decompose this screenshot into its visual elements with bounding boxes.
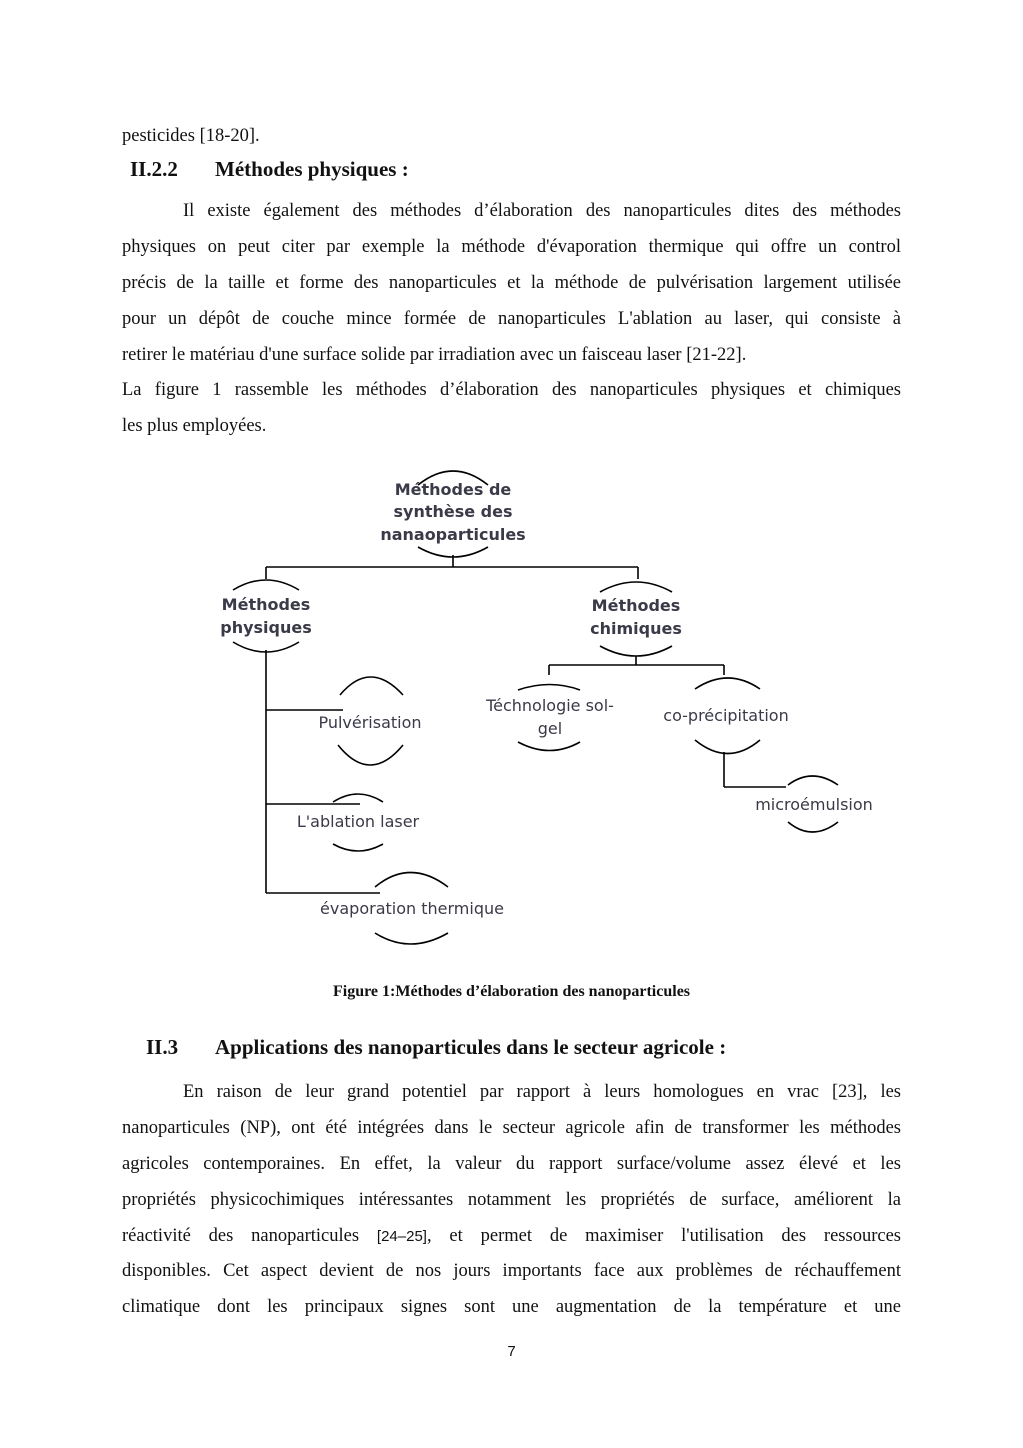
paragraph-line: retirer le matériau d'une surface solide par irradiation avec un faisceau laser [21-22]. — [122, 345, 747, 365]
figure-caption: Figure 1:Méthodes d’élaboration des nanoparticules — [332, 983, 691, 1000]
physical-methods-label: Méthodes — [221, 595, 311, 614]
node-labels — [220, 480, 873, 918]
laser-ablation-label: L'ablation laser — [296, 812, 420, 831]
section-title: Applications des nanoparticules dans le secteur agricole : — [215, 1035, 727, 1059]
paragraph-line: les plus employées. — [122, 416, 267, 436]
page-number: 7 — [507, 1343, 516, 1360]
section-number: II.2.2 — [130, 157, 178, 181]
paragraph-line: pour un dépôt de couche mince formée de nanoparticules L'ablation au laser, qui consiste à — [122, 309, 901, 329]
paragraph-line: climatique dont les principaux signes sont une augmentation de la température et une — [122, 1297, 901, 1317]
methods-tree-diagram — [200, 455, 900, 960]
thermal-evaporation-label: évaporation thermique — [320, 899, 504, 918]
citation: [24–25] — [376, 1228, 427, 1245]
paragraph-line: nanoparticules (NP), ont été intégrées dans le secteur agricole afin de transformer les méthodes — [122, 1118, 901, 1138]
paragraph-line: propriétés physicochimiques intéressantes notamment les propriétés de surface, améliorent la — [122, 1190, 901, 1210]
root-label-line: synthèse des — [393, 502, 513, 521]
paragraph-line: précis de la taille et forme des nanoparticules et la méthode de pulvérisation largement utilisée — [122, 273, 901, 293]
paragraph-line: agricoles contemporaines. En effet, la valeur du rapport surface/volume assez élevé et les — [122, 1154, 901, 1174]
root-label-line: Méthodes de — [394, 480, 512, 499]
paragraph-line: La figure 1 rassemble les méthodes d’élaboration des nanoparticules physiques et chimiques — [122, 380, 901, 400]
paragraph-line: physiques on peut citer par exemple la méthode d'évaporation thermique qui offre un control — [122, 237, 901, 257]
root-label-line: nanaoparticules — [380, 525, 526, 544]
microemulsion-label: microémulsion — [755, 795, 873, 814]
co-precipitation-label: co-précipitation — [663, 706, 789, 725]
paragraph-line: Il existe également des méthodes d’élaboration des nanoparticules dites des méthodes — [183, 201, 901, 221]
text-run: réactivité des nanoparticules — [122, 1226, 377, 1246]
chemical-methods-label: Méthodes — [591, 596, 681, 615]
section-title: Méthodes physiques : — [215, 157, 409, 181]
paragraph-line: En raison de leur grand potentiel par rapport à leurs homologues en vrac [23], les — [183, 1082, 901, 1102]
paragraph-line — [122, 1218, 901, 1255]
sol-gel-label: gel — [537, 719, 563, 738]
text-run: , et permet de maximiser l'utilisation des ressources — [426, 1226, 901, 1246]
paragraph-line: disponibles. Cet aspect devient de nos jours importants face aux problèmes de réchauffement — [122, 1261, 901, 1281]
physical-methods-label: physiques — [220, 618, 312, 637]
pulverisation-label: Pulvérisation — [318, 713, 422, 732]
intro-line: pesticides [18-20]. — [122, 126, 260, 146]
sol-gel-label: Téchnologie sol- — [486, 696, 614, 715]
section-number: II.3 — [146, 1035, 179, 1059]
chemical-methods-label: chimiques — [590, 619, 682, 638]
